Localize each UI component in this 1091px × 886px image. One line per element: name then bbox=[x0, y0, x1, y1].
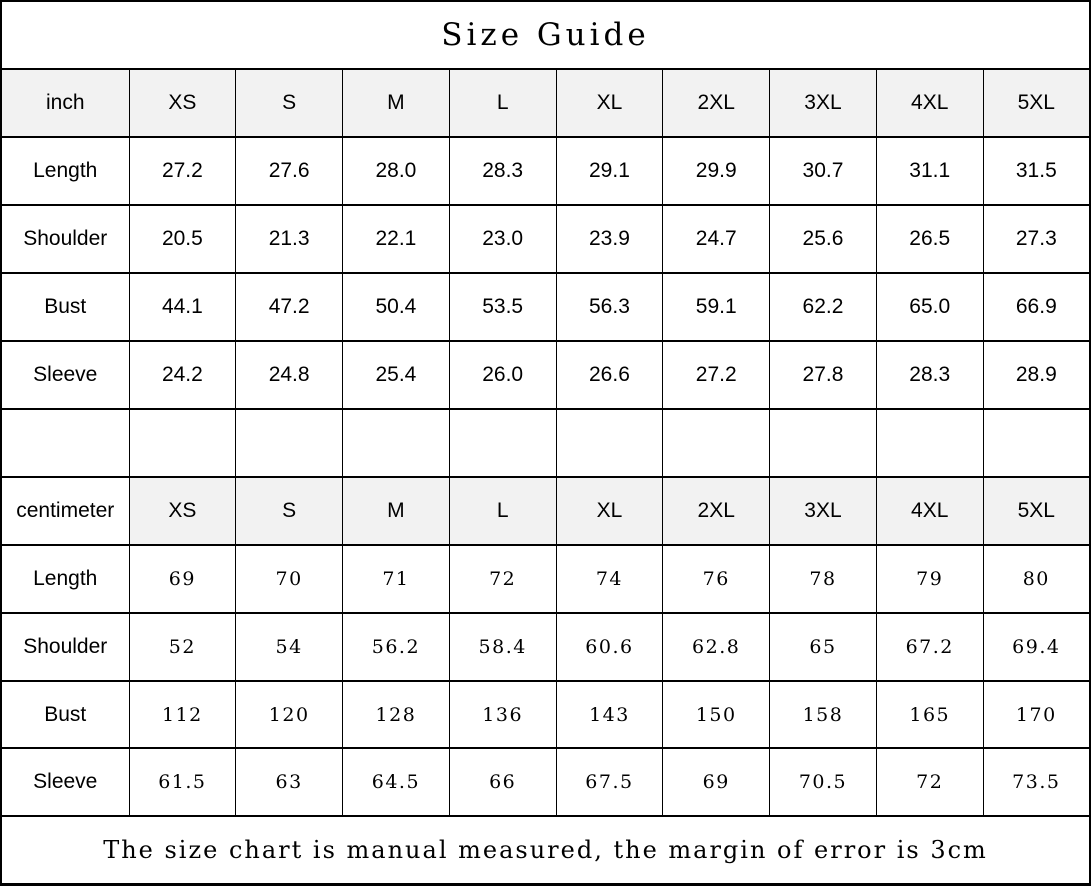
empty-cell bbox=[983, 409, 1090, 477]
empty-cell bbox=[343, 409, 450, 477]
measurement-note: The size chart is manual measured, the margin of error is 3cm bbox=[1, 816, 1090, 884]
empty-cell bbox=[129, 409, 236, 477]
inch-length-row bbox=[1, 137, 1090, 205]
empty-cell bbox=[449, 409, 556, 477]
size-header-m: M bbox=[343, 477, 450, 545]
size-value-cell: 158 bbox=[770, 681, 877, 749]
size-value-cell: 136 bbox=[449, 681, 556, 749]
size-value-cell: 56.2 bbox=[343, 613, 450, 681]
size-value-cell: 21.3 bbox=[236, 205, 343, 273]
empty-cell bbox=[770, 409, 877, 477]
size-value-cell: 120 bbox=[236, 681, 343, 749]
size-value-cell: 22.1 bbox=[343, 205, 450, 273]
unit-centimeter-cell: centimeter bbox=[1, 477, 129, 545]
size-value-cell: 78 bbox=[770, 545, 877, 613]
empty-cell bbox=[876, 409, 983, 477]
size-value-cell: 28.3 bbox=[876, 341, 983, 409]
size-header-5xl: 5XL bbox=[983, 477, 1090, 545]
size-value-cell: 59.1 bbox=[663, 273, 770, 341]
inch-bust-row bbox=[1, 273, 1090, 341]
measure-label: Shoulder bbox=[1, 205, 129, 273]
size-value-cell: 73.5 bbox=[983, 748, 1090, 816]
size-value-cell: 112 bbox=[129, 681, 236, 749]
size-value-cell: 53.5 bbox=[449, 273, 556, 341]
size-value-cell: 30.7 bbox=[770, 137, 877, 205]
size-value-cell: 72 bbox=[876, 748, 983, 816]
size-value-cell: 70.5 bbox=[770, 748, 877, 816]
cm-length-row bbox=[1, 545, 1090, 613]
size-value-cell: 20.5 bbox=[129, 205, 236, 273]
cm-bust-row bbox=[1, 681, 1090, 749]
size-header-2xl: 2XL bbox=[663, 477, 770, 545]
size-header-m: M bbox=[343, 69, 450, 137]
size-value-cell: 67.5 bbox=[556, 748, 663, 816]
size-value-cell: 31.5 bbox=[983, 137, 1090, 205]
size-header-xs: XS bbox=[129, 69, 236, 137]
inch-shoulder-row bbox=[1, 205, 1090, 273]
size-value-cell: 28.9 bbox=[983, 341, 1090, 409]
spacer-row bbox=[1, 409, 1090, 477]
size-value-cell: 24.2 bbox=[129, 341, 236, 409]
size-value-cell: 150 bbox=[663, 681, 770, 749]
measure-label: Shoulder bbox=[1, 613, 129, 681]
size-value-cell: 28.0 bbox=[343, 137, 450, 205]
size-value-cell: 64.5 bbox=[343, 748, 450, 816]
size-value-cell: 26.0 bbox=[449, 341, 556, 409]
size-header-s: S bbox=[236, 69, 343, 137]
size-value-cell: 54 bbox=[236, 613, 343, 681]
measure-label: Sleeve bbox=[1, 341, 129, 409]
size-header-l: L bbox=[449, 69, 556, 137]
inch-header-row bbox=[1, 69, 1090, 137]
size-header-s: S bbox=[236, 477, 343, 545]
size-value-cell: 69 bbox=[663, 748, 770, 816]
size-header-l: L bbox=[449, 477, 556, 545]
size-value-cell: 72 bbox=[449, 545, 556, 613]
size-value-cell: 65 bbox=[770, 613, 877, 681]
size-value-cell: 58.4 bbox=[449, 613, 556, 681]
size-value-cell: 66.9 bbox=[983, 273, 1090, 341]
size-header-xl: XL bbox=[556, 69, 663, 137]
measure-label: Bust bbox=[1, 273, 129, 341]
size-header-3xl: 3XL bbox=[770, 69, 877, 137]
size-value-cell: 62.8 bbox=[663, 613, 770, 681]
size-header-xl: XL bbox=[556, 477, 663, 545]
size-value-cell: 60.6 bbox=[556, 613, 663, 681]
size-value-cell: 27.8 bbox=[770, 341, 877, 409]
size-value-cell: 63 bbox=[236, 748, 343, 816]
size-value-cell: 29.1 bbox=[556, 137, 663, 205]
inch-sleeve-row bbox=[1, 341, 1090, 409]
size-value-cell: 27.2 bbox=[663, 341, 770, 409]
size-value-cell: 27.3 bbox=[983, 205, 1090, 273]
empty-cell bbox=[556, 409, 663, 477]
size-value-cell: 25.4 bbox=[343, 341, 450, 409]
size-header-3xl: 3XL bbox=[770, 477, 877, 545]
size-header-xs: XS bbox=[129, 477, 236, 545]
size-value-cell: 65.0 bbox=[876, 273, 983, 341]
size-value-cell: 27.2 bbox=[129, 137, 236, 205]
size-value-cell: 31.1 bbox=[876, 137, 983, 205]
size-value-cell: 61.5 bbox=[129, 748, 236, 816]
empty-cell bbox=[663, 409, 770, 477]
cm-sleeve-row bbox=[1, 748, 1090, 816]
measure-label: Length bbox=[1, 137, 129, 205]
size-value-cell: 44.1 bbox=[129, 273, 236, 341]
size-value-cell: 47.2 bbox=[236, 273, 343, 341]
size-value-cell: 70 bbox=[236, 545, 343, 613]
size-value-cell: 52 bbox=[129, 613, 236, 681]
size-value-cell: 27.6 bbox=[236, 137, 343, 205]
size-value-cell: 25.6 bbox=[770, 205, 877, 273]
size-value-cell: 74 bbox=[556, 545, 663, 613]
size-value-cell: 76 bbox=[663, 545, 770, 613]
size-value-cell: 23.0 bbox=[449, 205, 556, 273]
title-row bbox=[1, 1, 1090, 69]
size-header-4xl: 4XL bbox=[876, 69, 983, 137]
size-value-cell: 29.9 bbox=[663, 137, 770, 205]
size-value-cell: 170 bbox=[983, 681, 1090, 749]
note-row bbox=[1, 816, 1090, 884]
size-value-cell: 28.3 bbox=[449, 137, 556, 205]
size-value-cell: 66 bbox=[449, 748, 556, 816]
page-title: Size Guide bbox=[1, 1, 1090, 69]
cm-shoulder-row bbox=[1, 613, 1090, 681]
size-value-cell: 24.8 bbox=[236, 341, 343, 409]
size-value-cell: 67.2 bbox=[876, 613, 983, 681]
size-value-cell: 62.2 bbox=[770, 273, 877, 341]
size-value-cell: 26.5 bbox=[876, 205, 983, 273]
size-value-cell: 143 bbox=[556, 681, 663, 749]
size-value-cell: 69.4 bbox=[983, 613, 1090, 681]
empty-cell bbox=[1, 409, 129, 477]
size-value-cell: 24.7 bbox=[663, 205, 770, 273]
size-header-4xl: 4XL bbox=[876, 477, 983, 545]
size-value-cell: 71 bbox=[343, 545, 450, 613]
size-value-cell: 23.9 bbox=[556, 205, 663, 273]
size-value-cell: 165 bbox=[876, 681, 983, 749]
size-value-cell: 69 bbox=[129, 545, 236, 613]
size-value-cell: 128 bbox=[343, 681, 450, 749]
measure-label: Length bbox=[1, 545, 129, 613]
size-value-cell: 79 bbox=[876, 545, 983, 613]
size-value-cell: 50.4 bbox=[343, 273, 450, 341]
centimeter-header-row bbox=[1, 477, 1090, 545]
measure-label: Sleeve bbox=[1, 748, 129, 816]
size-value-cell: 80 bbox=[983, 545, 1090, 613]
empty-cell bbox=[236, 409, 343, 477]
size-value-cell: 56.3 bbox=[556, 273, 663, 341]
size-header-5xl: 5XL bbox=[983, 69, 1090, 137]
unit-inch-cell: inch bbox=[1, 69, 129, 137]
size-value-cell: 26.6 bbox=[556, 341, 663, 409]
size-header-2xl: 2XL bbox=[663, 69, 770, 137]
measure-label: Bust bbox=[1, 681, 129, 749]
